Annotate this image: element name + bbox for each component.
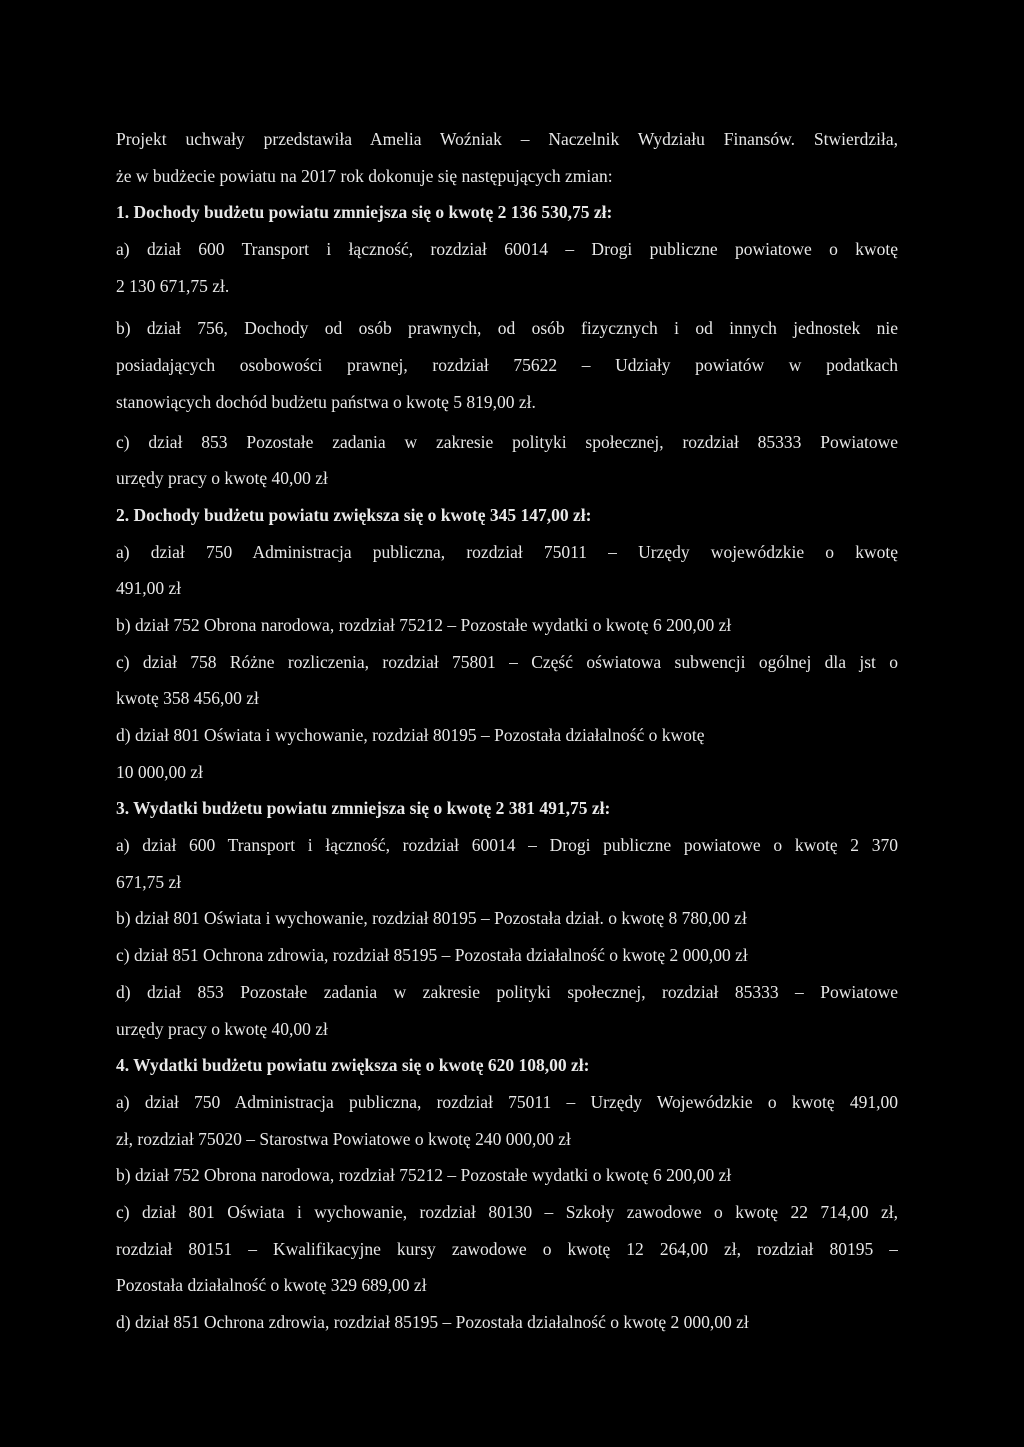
item-line: a) dział 600 Transport i łączność, rozdział 60014 – Drogi publiczne powiatowe o kwotę [116, 239, 898, 260]
item-line: d) dział 853 Pozostałe zadania w zakresie polityki społecznej, rozdział 85333 – Powiatowe [116, 981, 898, 1002]
section-heading: 3. Wydatki budżetu powiatu zmniejsza się o kwotę 2 381 491,75 zł: [116, 798, 611, 819]
section-heading: 2. Dochody budżetu powiatu zwiększa się o kwotę 345 147,00 zł: [116, 504, 592, 525]
item-line: rozdział 80151 – Kwalifikacyjne kursy zawodowe o kwotę 12 264,00 zł, rozdział 80195 – [116, 1238, 898, 1259]
section-heading: 4. Wydatki budżetu powiatu zwiększa się o kwotę 620 108,00 zł: [116, 1055, 590, 1076]
item-line: 671,75 zł [116, 871, 182, 892]
item-line: Pozostała działalność o kwotę 329 689,00 zł [116, 1275, 427, 1296]
section-2 [116, 497, 898, 791]
section-3 [116, 790, 898, 1047]
item-line: b) dział 752 Obrona narodowa, rozdział 75212 – Pozostałe wydatki o kwotę 6 200,00 zł [116, 1165, 732, 1186]
item-line: urzędy pracy o kwotę 40,00 zł [116, 1018, 328, 1039]
item-line: b) dział 801 Oświata i wychowanie, rozdział 80195 – Pozostała dział. o kwotę 8 780,00 zł [116, 908, 747, 929]
section-1 [116, 194, 898, 497]
item-line: 491,00 zł [116, 578, 182, 599]
item-line: urzędy pracy o kwotę 40,00 zł [116, 468, 328, 489]
item-line: c) dział 758 Różne rozliczenia, rozdział 75801 – Część oświatowa subwencji ogólnej dla jst o [116, 651, 898, 672]
intro-line: że w budżecie powiatu na 2017 rok dokonuje się następujących zmian: [116, 165, 613, 186]
item-line: a) dział 600 Transport i łączność, rozdział 60014 – Drogi publiczne powiatowe o kwotę 2 370 [116, 835, 898, 856]
item-line: c) dział 801 Oświata i wychowanie, rozdział 80130 – Szkoły zawodowe o kwotę 22 714,00 zł, [116, 1201, 898, 1222]
item-line: c) dział 851 Ochrona zdrowia, rozdział 85195 – Pozostała działalność o kwotę 2 000,00 zł [116, 945, 748, 966]
item-line: a) dział 750 Administracja publiczna, rozdział 75011 – Urzędy wojewódzkie o kwotę [116, 541, 898, 562]
document-page [116, 121, 898, 1341]
item-line: posiadających osobowości prawnej, rozdział 75622 – Udziały powiatów w podatkach [116, 355, 898, 376]
item-line: d) dział 851 Ochrona zdrowia, rozdział 85195 – Pozostała działalność o kwotę 2 000,00 zł [116, 1312, 749, 1332]
item-line: a) dział 750 Administracja publiczna, rozdział 75011 – Urzędy Wojewódzkie o kwotę 491,00 [116, 1091, 898, 1112]
item-line: kwotę 358 456,00 zł [116, 688, 259, 709]
item-line: 10 000,00 zł [116, 761, 204, 782]
item-line: b) dział 756, Dochody od osób prawnych, od osób fizycznych i od innych jednostek nie [116, 318, 898, 339]
intro-line: Projekt uchwały przedstawiła Amelia Woźniak – Naczelnik Wydziału Finansów. Stwierdziła, [116, 129, 898, 149]
item-line: d) dział 801 Oświata i wychowanie, rozdział 80195 – Pozostała działalność o kwotę [116, 725, 705, 745]
item-line: c) dział 853 Pozostałe zadania w zakresie polityki społecznej, rozdział 85333 Powiatowe [116, 431, 898, 452]
item-line: zł, rozdział 75020 – Starostwa Powiatowe o kwotę 240 000,00 zł [116, 1128, 571, 1149]
section-4 [116, 1047, 898, 1341]
item-line: stanowiących dochód budżetu państwa o kwotę 5 819,00 zł. [116, 391, 536, 412]
item-line: 2 130 671,75 zł. [116, 275, 230, 296]
item-line: b) dział 752 Obrona narodowa, rozdział 75212 – Pozostałe wydatki o kwotę 6 200,00 zł [116, 614, 732, 635]
section-heading: 1. Dochody budżetu powiatu zmniejsza się o kwotę 2 136 530,75 zł: [116, 202, 613, 223]
